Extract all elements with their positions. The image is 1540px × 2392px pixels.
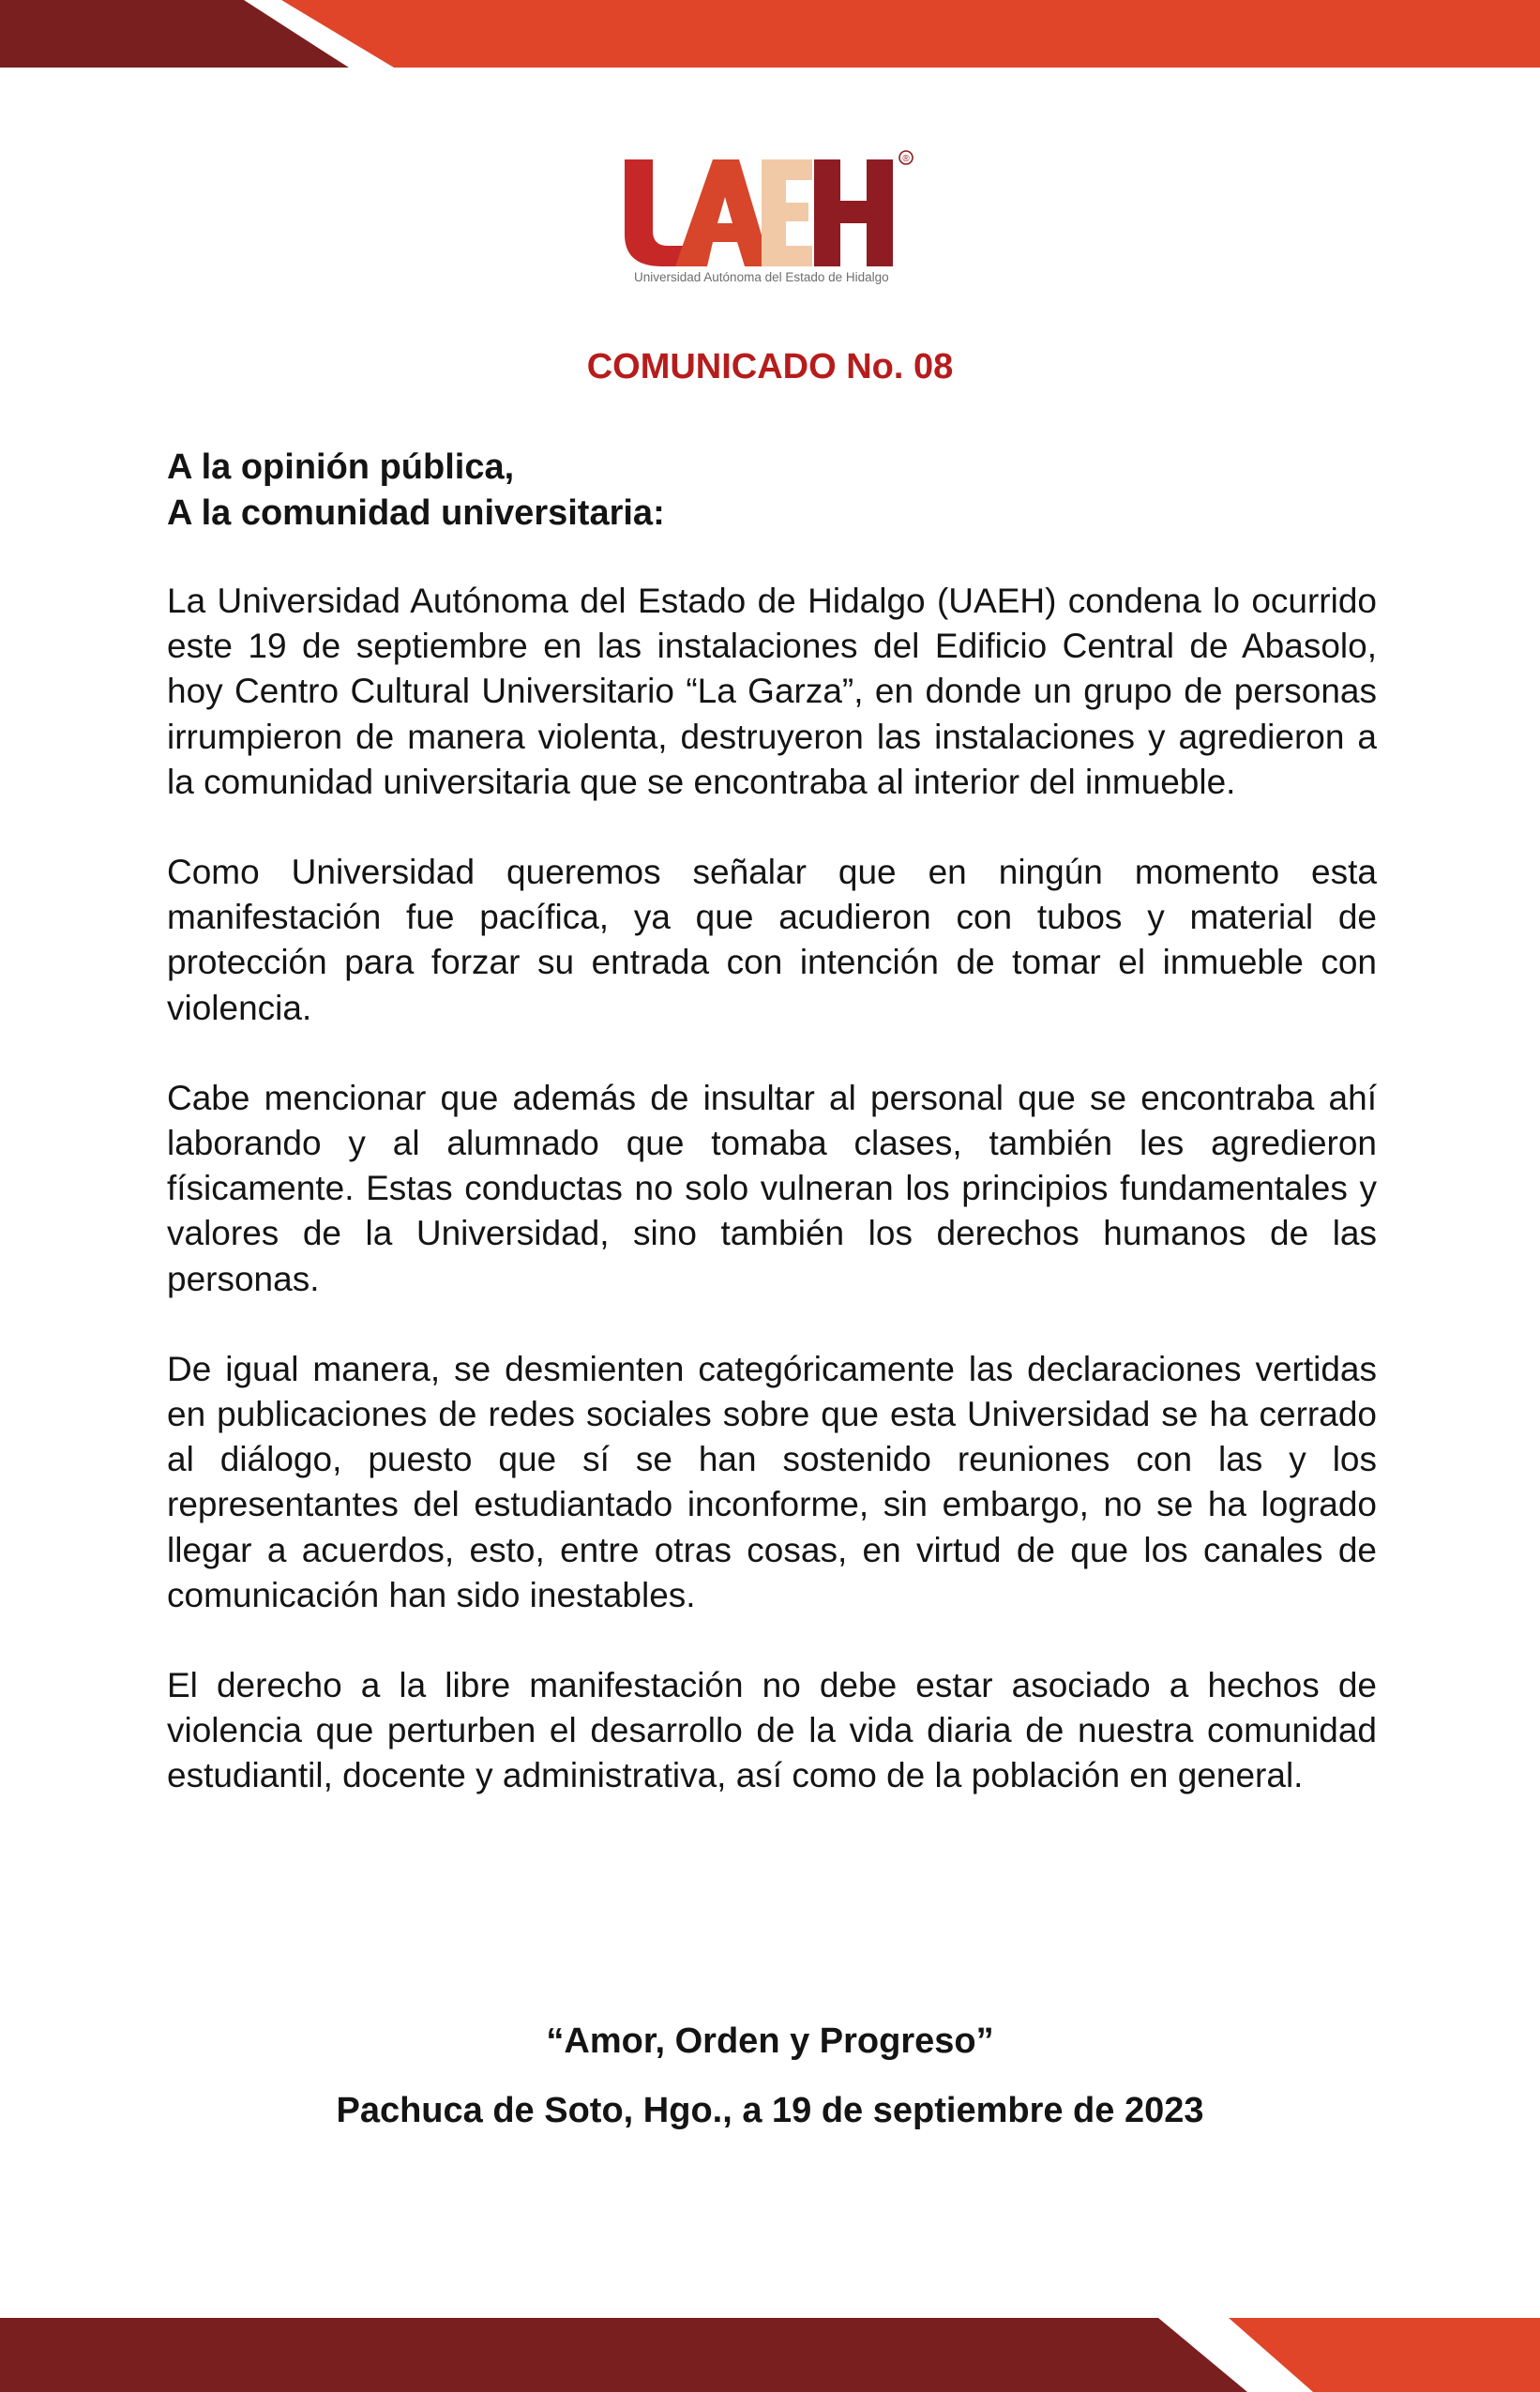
communique-title: COMUNICADO No. 08 [586,347,954,386]
body-paragraph: El derecho a la libre manifestación no debe estar asociado a hechos de violencia que perturben el desarrollo de la vida diaria de nuestra comunidad estudiantil, docente y administrativa, así como de la población en general. [167,1666,1377,1795]
bottom-decorative-band [0,2318,1540,2392]
body-paragraph: La Universidad Autónoma del Estado de Hidalgo (UAEH) condena lo ocurrido este 19 de septiembre en las instalaciones del Edificio Central de Abasolo, hoy Centro Cultural Universitario “La Garza”, en donde un grupo de personas irrumpieron de manera violenta, destruyeron las instalaciones y agredieron a la comunidad universitaria que se encontraba al interior del inmueble. [167,582,1377,801]
place-and-date: Pachuca de Soto, Hgo., a 19 de septiembre de 2023 [336,2091,1204,2130]
registered-mark: ® [902,154,910,164]
logo-tagline: Universidad Autónoma del Estado de Hidalgo [634,270,889,284]
body-paragraph: Como Universidad queremos señalar que en ningún momento esta manifestación fue pacífica, ya que acudieron con tubos y material de protección para forzar su entrada con intención de tomar el inmueble con violencia. [167,853,1377,1027]
communique-body [167,579,1377,1844]
salutation [167,445,1377,537]
motto: “Amor, Orden y Progreso” [546,2021,994,2061]
uaeh-logo [621,148,919,294]
top-decorative-band [0,0,1540,68]
body-paragraph: Cabe mencionar que además de insultar al personal que se encontraba ahí laborando y al alumnado que tomaba clases, también les agredieron físicamente. Estas conductas no solo vulneran los principios fundamentales y valores de la Universidad, sino también los derechos humanos de las personas. [167,1078,1377,1298]
body-paragraph: De igual manera, se desmienten categóricamente las declaraciones vertidas en publicaciones de redes sociales sobre que esta Universidad se ha cerrado al diálogo, puesto que sí se han sostenido reuniones con las y los representantes del estudiantado inconforme, sin embargo, no se ha logrado llegar a acuerdos, esto, entre otras cosas, en virtud de que los canales de comunicación han sido inestables. [167,1349,1377,1614]
uaeh-logo-mark [621,148,919,270]
salutation-line: A la opinión pública, [167,447,515,487]
salutation-line: A la comunidad universitaria: [167,493,665,533]
